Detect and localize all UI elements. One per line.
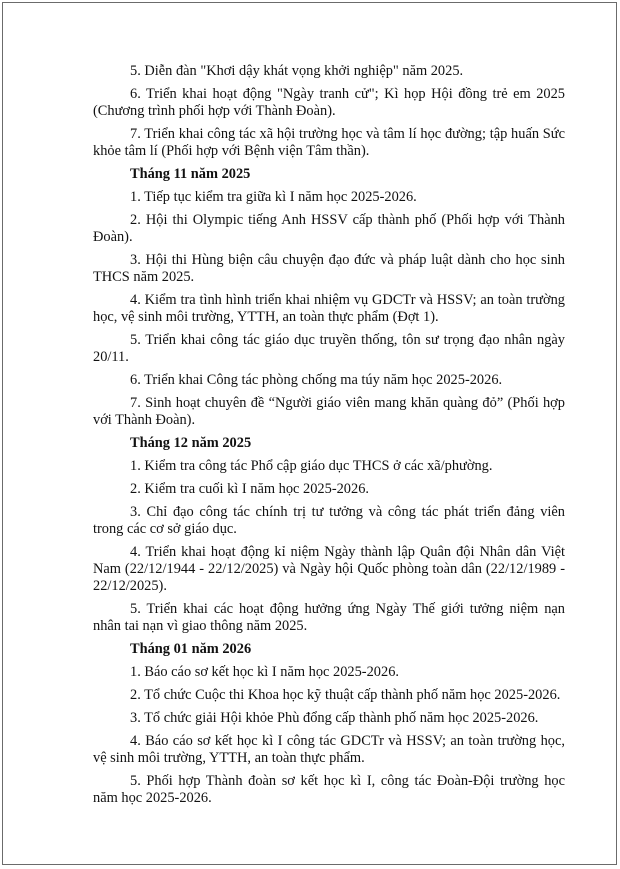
list-item: 5. Diễn đàn "Khơi dậy khát vọng khởi nghiệp" năm 2025. [130,63,464,79]
list-item: 2. Kiểm tra cuối kì I năm học 2025-2026. [130,481,369,497]
section-heading-november-2025: Tháng 11 năm 2025 [130,166,251,182]
list-item: 2. Hội thi Olympic tiếng Anh HSSV cấp thành phố (Phối hợp với Thành Đoàn). [93,212,565,245]
list-item: 7. Triển khai công tác xã hội trường học và tâm lí học đường; tập huấn Sức khỏe tâm lí (Phối hợp với Bệnh viện Tâm thần). [93,126,565,159]
list-item: 6. Triển khai Công tác phòng chống ma túy năm học 2025-2026. [130,372,503,388]
list-item: 6. Triển khai hoạt động "Ngày tranh cử"; Kì họp Hội đồng trẻ em 2025 (Chương trình phối hợp với Thành Đoàn). [93,86,565,119]
list-item: 4. Triển khai hoạt động kỉ niệm Ngày thành lập Quân đội Nhân dân Việt Nam (22/12/1944 - 22/12/2025) và Ngày hội Quốc phòng toàn dân (22/12/1989 - 22/12/2025). [93,544,565,594]
list-item: 3. Chỉ đạo công tác chính trị tư tưởng và công tác phát triển đảng viên trong các cơ sở giáo dục. [93,504,565,537]
section-heading-january-2026: Tháng 01 năm 2026 [130,641,252,657]
list-item: 5. Triển khai công tác giáo dục truyền thống, tôn sư trọng đạo nhân ngày 20/11. [93,332,565,365]
list-item: 5. Triển khai các hoạt động hưởng ứng Ngày Thế giới tưởng niệm nạn nhân tai nạn vì giao thông năm 2025. [93,601,565,634]
list-item: 1. Báo cáo sơ kết học kì I năm học 2025-2026. [130,664,399,680]
document-body [93,63,565,813]
list-item: 2. Tổ chức Cuộc thi Khoa học kỹ thuật cấp thành phố năm học 2025-2026. [130,687,561,703]
section-heading-december-2025: Tháng 12 năm 2025 [130,435,252,451]
list-item: 3. Tổ chức giải Hội khỏe Phù đổng cấp thành phố năm học 2025-2026. [130,710,539,726]
document-page [2,2,617,865]
list-item: 3. Hội thi Hùng biện câu chuyện đạo đức và pháp luật dành cho học sinh THCS năm 2025. [93,252,565,285]
list-item: 4. Kiểm tra tình hình triển khai nhiệm vụ GDCTr và HSSV; an toàn trường học, vệ sinh môi trường, YTTH, an toàn thực phẩm (Đợt 1). [93,292,565,325]
list-item: 1. Kiểm tra công tác Phổ cập giáo dục THCS ở các xã/phường. [130,458,493,474]
list-item: 1. Tiếp tục kiểm tra giữa kì I năm học 2025-2026. [130,189,417,205]
list-item: 5. Phối hợp Thành đoàn sơ kết học kì I, công tác Đoàn-Đội trường học năm học 2025-2026. [93,773,565,806]
list-item: 4. Báo cáo sơ kết học kì I công tác GDCTr và HSSV; an toàn trường học, vệ sinh môi trường, YTTH, an toàn thực phẩm. [93,733,565,766]
list-item: 7. Sinh hoạt chuyên đề “Người giáo viên mang khăn quàng đỏ” (Phối hợp với Thành Đoàn). [93,395,565,428]
